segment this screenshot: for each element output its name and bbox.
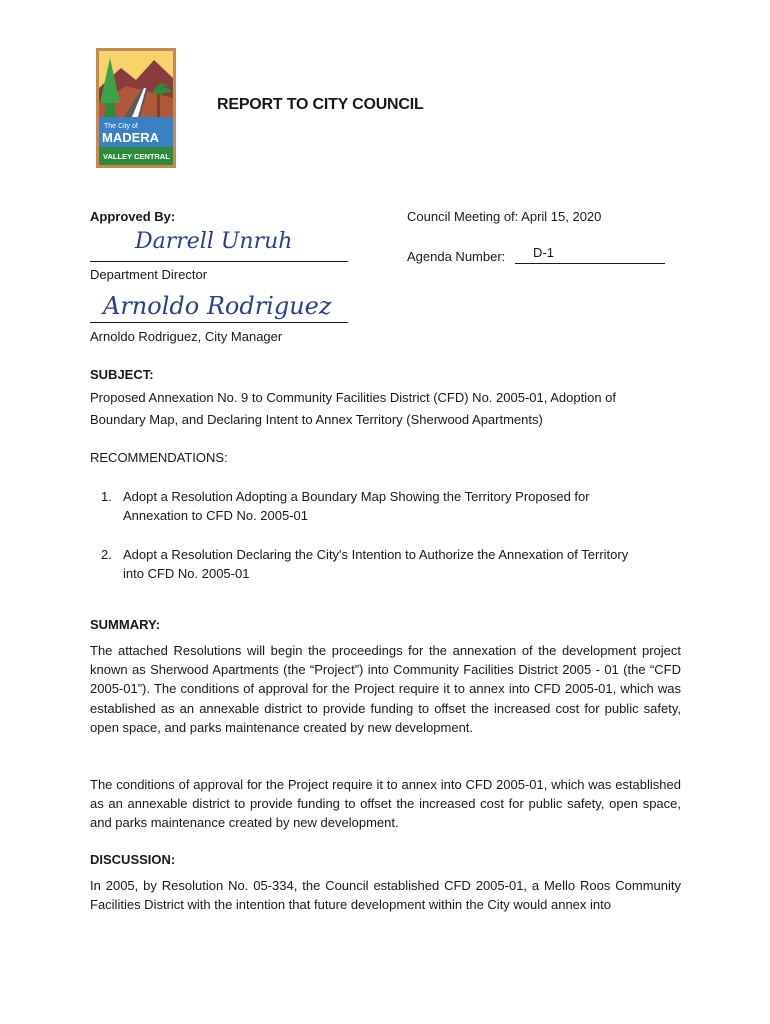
summary-heading: SUMMARY:	[90, 617, 161, 632]
council-meeting-date: Council Meeting of: April 15, 2020	[407, 209, 602, 224]
discussion-paragraph-1: In 2005, by Resolution No. 05-334, the Council established CFD 2005-01, a Mello Roos Community Facilities District with the intention that future development within the City would annex into	[90, 878, 681, 913]
logo-line3: VALLEY CENTRAL	[103, 152, 170, 161]
recommendations-heading: RECOMMENDATIONS:	[90, 450, 228, 465]
recommendation-number: 2.	[101, 547, 112, 562]
recommendation-number: 1.	[101, 489, 112, 504]
manager-signature-line	[90, 322, 348, 323]
recommendation-item	[101, 545, 681, 583]
recommendation-line: Adopt a Resolution Adopting a Boundary Map Showing the Territory Proposed for	[123, 489, 590, 504]
summary-paragraph-2: The conditions of approval for the Project require it to annex into CFD 2005-01, which was established as an annexable district to provide funding to offset the increased cost for public safety, open space, and parks maintenance created by new development.	[90, 777, 681, 831]
discussion-heading: DISCUSSION:	[90, 852, 176, 867]
subject-line1: Proposed Annexation No. 9 to Community Facilities District (CFD) No. 2005-01, Adoption of	[90, 390, 617, 405]
city-manager-label: Arnoldo Rodriguez, City Manager	[90, 329, 283, 344]
report-title: REPORT TO CITY COUNCIL	[217, 96, 424, 113]
summary-paragraph-1: The attached Resolutions will begin the proceedings for the annexation of the development project known as Sherwood Apartments (the “Project”) into Community Facilities District 2005 - 01 (the “CFD 2005-01”). The conditions of approval for the Project require it to annex into CFD 2005-01, which was established as an annexable district to provide funding to offset the increased cost for public safety, open space, and parks maintenance created by new development.	[90, 643, 681, 735]
agenda-number-label: Agenda Number:	[407, 249, 506, 264]
recommendation-line: Annexation to CFD No. 2005-01	[123, 508, 308, 523]
recommendation-line: Adopt a Resolution Declaring the City's Intention to Authorize the Annexation of Territory	[123, 547, 629, 562]
agenda-number-value: D-1	[533, 245, 554, 260]
subject-line2: Boundary Map, and Declaring Intent to Annex Territory (Sherwood Apartments)	[90, 412, 543, 427]
city-logo	[96, 48, 176, 168]
manager-signature: Arnoldo Rodriguez	[103, 292, 332, 320]
director-signature: Darrell Unruh	[135, 229, 293, 254]
subject-heading: SUBJECT:	[90, 367, 154, 382]
agenda-number-line	[515, 263, 665, 264]
recommendation-line: into CFD No. 2005-01	[123, 566, 250, 581]
logo-line2: MADERA	[102, 130, 160, 145]
department-director-label: Department Director	[90, 267, 208, 282]
logo-line1: The City of	[104, 123, 138, 130]
recommendation-item	[101, 487, 681, 525]
approved-by-label: Approved By:	[90, 209, 176, 224]
director-signature-line	[90, 261, 348, 262]
city-of-madera-logo-icon	[96, 48, 176, 168]
